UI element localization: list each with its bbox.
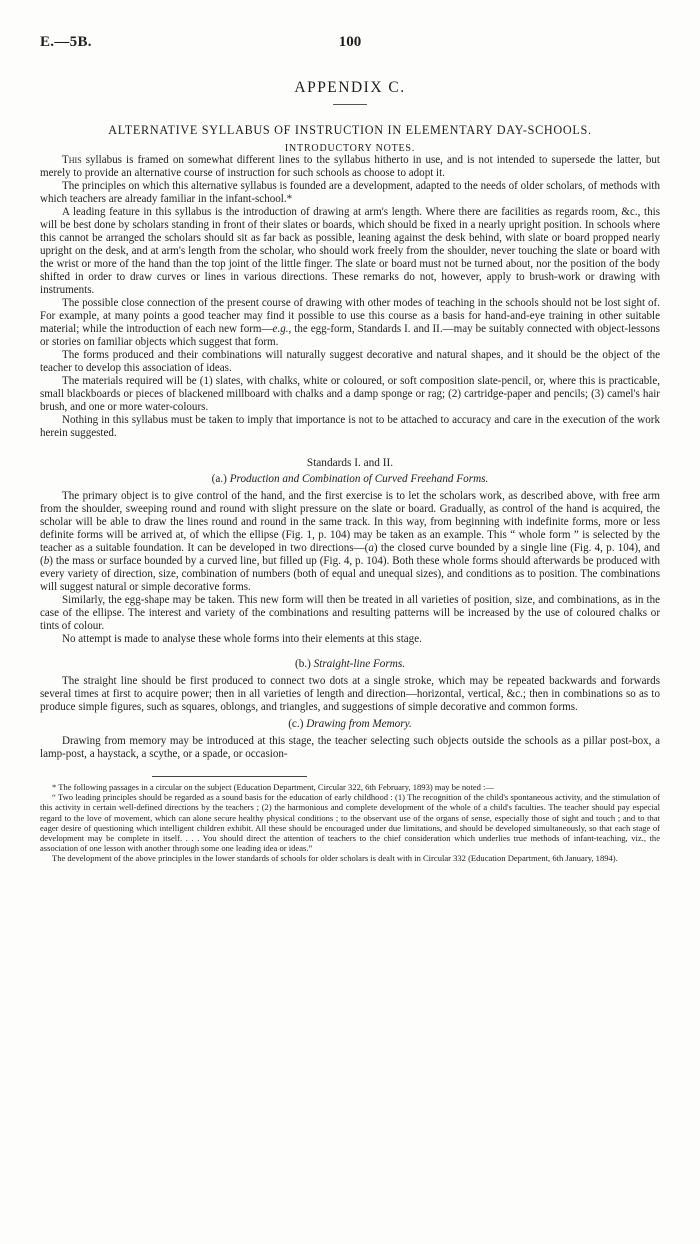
main-title: ALTERNATIVE SYLLABUS OF INSTRUCTION IN ELEMENTARY DAY-SCHOOLS.	[108, 123, 592, 137]
footnotes	[40, 782, 660, 864]
intro-paragraph-1: This syllabus is framed on somewhat different lines to the syllabus hitherto in use, and is not intended to supersede the latter, but merely to provide an alternative course of instruction for such schools as choose to adopt it.	[40, 154, 660, 179]
subsection-a-paragraph-1: The primary object is to give control of the hand, and the first exercise is to let the scholars work, as described above, with free arm from the shoulder, sweeping round and round with slight pressure on the slate or board. Gradually, as control of the hand is acquired, the scholar will be able to draw the lines round and round in the same track. In this way, from beginning with indefinite forms, more or less definite forms will be arrived at, of which the ellipse (Fig. 1, p. 104) may be taken as an example. This “ whole form ” is selected by the teacher as a suitable foundation. It can be developed in two directions—(a) the closed curve bounded by a single line (Fig. 4, p. 104), and (b) the mass or surface bounded by a curved line, but filled up (Fig. 4, p. 104). Both these whole forms should afterwards be produced with every variety of direction, size, combination of numbers (both of equal and unequal sizes), and conditions as to position. The combinations will suggest natural or simple decorative forms.	[40, 490, 661, 593]
footnote-3: The development of the above principles in the lower standards of schools for older scholars is dealt with in Circular 332 (Education Department, 6th January, 1894).	[52, 853, 618, 864]
document-reference: E.—5B.	[40, 34, 92, 50]
subsection-c-heading: (c.) Drawing from Memory.	[288, 718, 412, 730]
intro-heading: INTRODUCTORY NOTES.	[284, 143, 416, 154]
subsection-c-paragraph-1: Drawing from memory may be introduced at this stage, the teacher selecting such objects outside the schools as a pillar post-box, a lamp-post, a haystack, a scythe, or a spade, or occasion-	[40, 735, 660, 760]
subsection-b-paragraph-1: The straight line should be first produced to connect two dots at a single stroke, which may be repeated backwards and forwards several times at first to acquire power; then in all varieties of length and direction—horizontal, vertical, &c.; then in combinations so as to produce simple figures, such as squares, oblongs, and triangles, and suggestions of simple decorative and common forms.	[40, 675, 660, 713]
intro-paragraph-4: The possible close connection of the present course of drawing with other modes of teaching in the schools should not be lost sight of. For example, at many points a good teacher may find it possible to use this course as a basis for hand-and-eye training in other suitable material; while the introduction of each new form—e.g., the egg-form, Standards I. and II.—may be suitably connected with object-lessons or stories on familiar objects which suggest that form.	[40, 297, 660, 348]
intro-paragraph-3: A leading feature in this syllabus is the introduction of drawing at arm's length. Where there are facilities as regards room, &c., this will be best done by scholars standing in front of their slates or boards, which should be fixed in a nearly upright position. In schools where this cannot be arranged the scholars should sit as far back as possible, leaning against the desk behind, with slate or board propped nearly upright on the desk, and at arm's length from the scholar, who should work freely from the shoulder, never touching the slate or board with the wrist or more of the hand than the top joint of the little finger. The slate or board must not be turned about, nor the position of the body shifted in order to draw curves or lines in various directions. These remarks do not, however, apply to brush-work or drawing with instruments.	[40, 206, 660, 296]
appendix-title: APPENDIX C.	[294, 79, 406, 96]
subsection-a-paragraph-2: Similarly, the egg-shape may be taken. This new form will then be treated in all varieties of position, size, and combinations, as in the case of the ellipse. The interest and variety of the combinations and resulting patterns will be increased by the use of coloured chalks or tints of colour.	[40, 594, 660, 632]
intro-lead-word: This	[62, 154, 82, 166]
page-number: 100	[338, 34, 362, 50]
subsection-b-heading: (b.) Straight-line Forms.	[294, 658, 405, 670]
intro-paragraph-6: The materials required will be (1) slates, with chalks, white or coloured, or soft composition slate-pencil, or, where this is practicable, small blackboards or pieces of blackened millboard with chalks and a damp sponge or rag; (2) cartridge-paper and pencils; (3) camel's hair brush, and one or more water-colours.	[40, 375, 660, 413]
intro-paragraph-7: Nothing in this syllabus must be taken to imply that importance is not to be attached to accuracy and care in the execution of the work herein suggested.	[40, 414, 660, 439]
footnote-rule	[152, 776, 307, 777]
footnote-quote: “ Two leading principles should be regarded as a sound basis for the education of early childhood : (1) The recognition of the child's spontaneous activity, and the stimulation of this activity in certain well-defined directions by the teachers ; (2) the harmonious and complete development of the whole of a child's faculties. The teacher should pay especial regard to the love of movement, which can alone secure healthy physical conditions ; to the observant use of the organs of sense, especially those of sight and touch ; and to that eager desire of questioning which intelligent children exhibit. All these should be encouraged under due limitations, and should be developed simultaneously, so that each stage of development may be complete in itself. . . . You should direct the attention of teachers to the chief consideration which underlies true methods of infant-teaching, viz., the association of one lesson with another through some one leading idea or ideas.”	[40, 792, 660, 854]
intro-paragraph-5: The forms produced and their combinations will naturally suggest decorative and natural shapes, and it should be the object of the teacher to develop this association of ideas.	[40, 349, 660, 374]
subsection-a-paragraph-3: No attempt is made to analyse these whole forms into their elements at this stage.	[62, 633, 422, 645]
intro-paragraph-2: The principles on which this alternative syllabus is founded are a development, adapted to the needs of older scholars, of methods with which teachers are already familiar in the infant-school.*	[40, 180, 660, 205]
page-header	[40, 34, 660, 60]
title-rule	[333, 104, 367, 105]
footnote-1: * The following passages in a circular on the subject (Education Department, Circular 322, 6th February, 1893) may be noted :—	[52, 782, 494, 792]
standards-heading: Standards I. and II.	[306, 457, 394, 469]
subsection-a-heading: (a.) Production and Combination of Curved Freehand Forms.	[211, 473, 489, 485]
